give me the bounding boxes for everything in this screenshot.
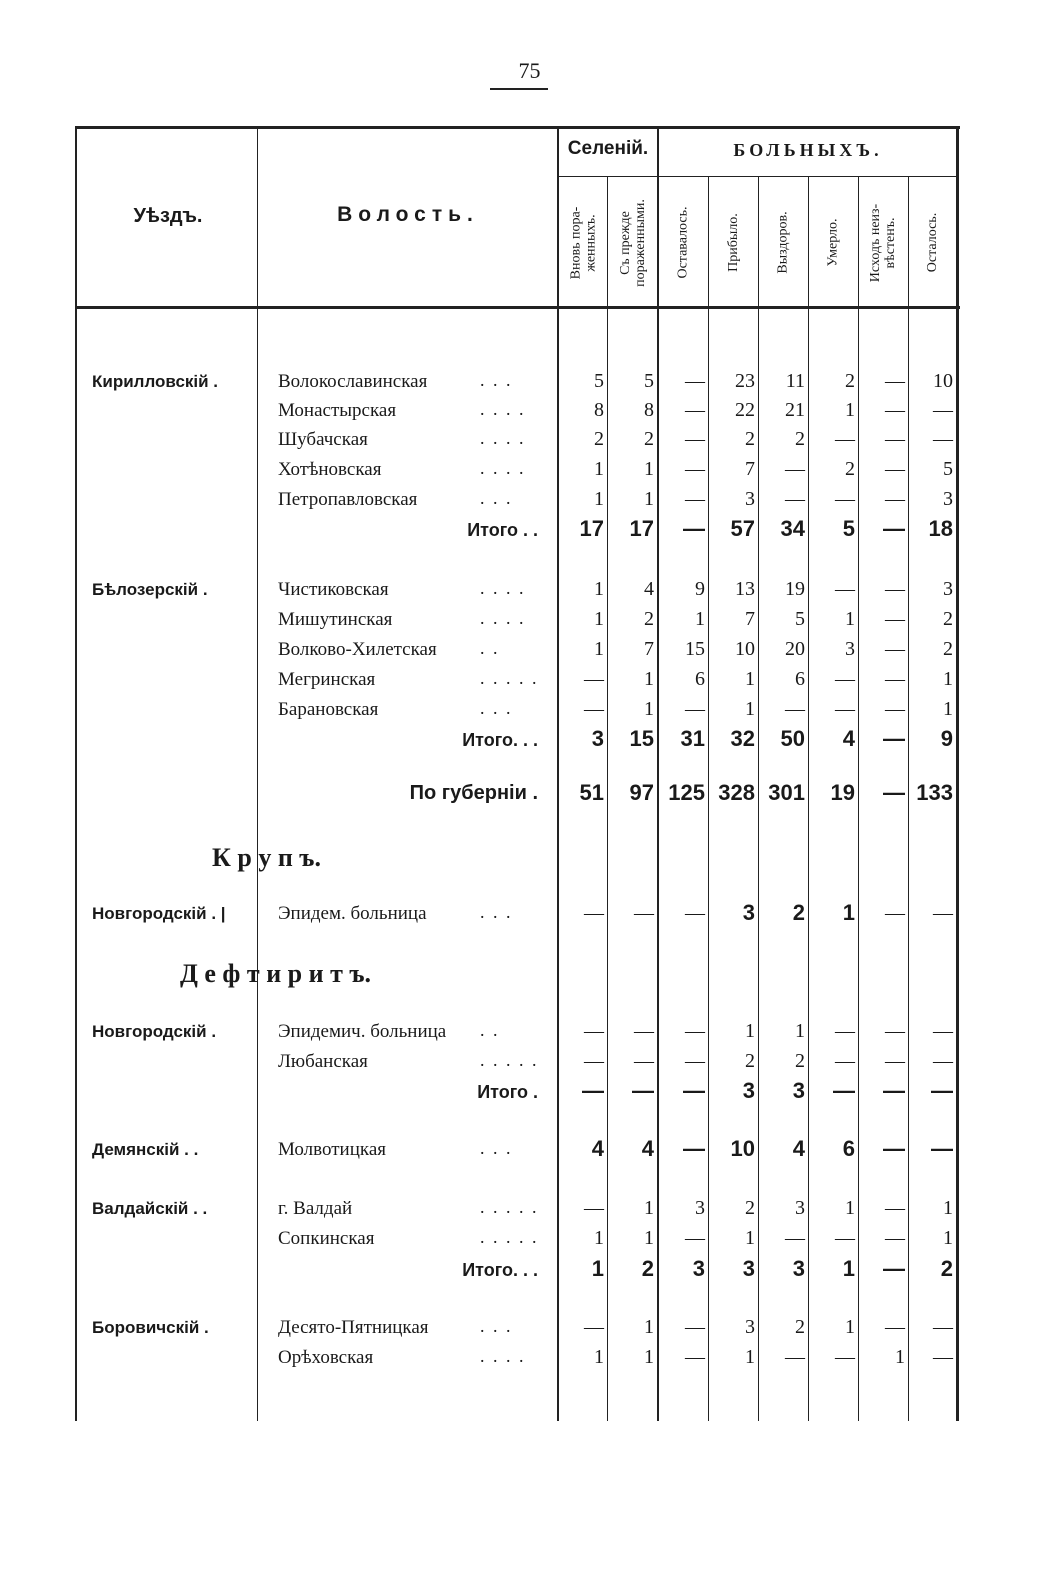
cell-value: — [885,458,905,480]
cell-value: 4 [842,726,855,751]
cell-value: — [584,1050,604,1072]
table-row [0,456,1059,486]
cell-value: 3 [745,1316,755,1338]
cell-value: 2 [745,1050,755,1072]
volost-name: Чистиковская [278,579,389,600]
cell-value: 3 [795,1197,805,1219]
cell-value: 1 [745,1020,755,1042]
column-header-label: Умерло. [825,218,841,267]
table-row [0,726,1059,756]
column-header-label: Осталось. [925,212,941,273]
header-bottom-rule [75,306,960,309]
cell-value: — [885,488,905,510]
cell-value: 4 [792,1136,805,1161]
table-row [0,666,1059,696]
cell-value: 9 [695,578,705,600]
volost-name: Эпидем. больница [278,903,427,924]
column-header-label: Съ прежде пораженными. [618,198,648,287]
cell-value: — [835,1020,855,1042]
cell-value: 5 [795,608,805,630]
cell-value: 18 [928,516,953,541]
header-bolnykh: БОЛЬНЫХЪ. [733,140,883,160]
volost-name: Волково-Хилетская [278,639,437,660]
cell-value: 1 [644,458,654,480]
cell-value: 3 [745,488,755,510]
cell-value: — [885,399,905,421]
leader-dots: . . . [480,902,513,922]
cell-value: 3 [792,1256,805,1281]
cell-value: — [584,902,604,924]
cell-value: 2 [644,428,654,450]
cell-value: 10 [735,638,755,660]
cell-value: 15 [629,726,654,751]
column-header-arrived [708,180,758,305]
cell-value: 3 [695,1197,705,1219]
cell-value: 1 [895,1346,905,1368]
cell-value: 1 [745,1346,755,1368]
cell-value: 7 [745,458,755,480]
uezd-name: Кирилловскій . [92,372,219,391]
cell-value: 2 [795,1050,805,1072]
cell-value: 7 [745,608,755,630]
cell-value: — [785,1227,805,1249]
cell-value: 5 [842,516,855,541]
cell-value: 1 [845,1316,855,1338]
uezd-name: Новгородскій . [92,1022,217,1041]
cell-value: — [683,1136,705,1161]
cell-value: 1 [594,608,604,630]
cell-value: — [885,902,905,924]
leader-dots: . . . [480,698,513,718]
uezd-name: Бѣлозерскій . [92,580,208,599]
cell-value: 1 [594,1227,604,1249]
table-row [0,576,1059,606]
cell-value: 6 [795,668,805,690]
section-title-deftirit: Д е ф т и р и т ъ. [180,959,372,988]
cell-value: 51 [579,780,604,805]
cell-value: 1 [842,1256,855,1281]
cell-value: 328 [718,780,755,805]
table-top-rule [75,126,960,129]
cell-value: — [582,1078,604,1103]
cell-value: 1 [644,1197,654,1219]
cell-value: — [584,668,604,690]
cell-value: 13 [735,578,755,600]
cell-value: — [835,1346,855,1368]
volost-name: Мегринская [278,669,376,690]
leader-dots: . . [480,638,500,658]
cell-value: — [584,1197,604,1219]
cell-value: 3 [692,1256,705,1281]
column-header-label: Прибыло. [725,213,741,272]
cell-value: — [933,1346,953,1368]
cell-value: 19 [785,578,805,600]
cell-value: — [785,458,805,480]
total-label: Итого. . . [462,1260,538,1280]
cell-value: 1 [943,1227,953,1249]
cell-value: — [885,370,905,392]
volost-name: Шубачская [278,429,368,450]
table-row [0,1018,1059,1048]
cell-value: 5 [644,370,654,392]
cell-value: — [584,1020,604,1042]
cell-value: 1 [745,1227,755,1249]
cell-value: 3 [742,1256,755,1281]
cell-value: — [883,780,905,805]
cell-value: 1 [594,638,604,660]
cell-value: — [685,1050,705,1072]
cell-value: 5 [943,458,953,480]
table-row [0,368,1059,398]
cell-value: 133 [916,780,953,805]
cell-value: 20 [785,638,805,660]
column-header-outcome-unknown [858,180,908,305]
cell-value: — [933,428,953,450]
cell-value: — [883,516,905,541]
cell-value: 1 [644,668,654,690]
cell-value: — [835,578,855,600]
cell-value: 2 [745,1197,755,1219]
cell-value: — [785,488,805,510]
cell-value: — [785,698,805,720]
leader-dots: . . . . [480,428,526,448]
cell-value: 9 [940,726,953,751]
cell-value: 21 [785,399,805,421]
column-header-remained [908,180,958,305]
leader-dots: . . . . [480,458,526,478]
cell-value: 10 [933,370,953,392]
cell-value: 34 [780,516,805,541]
volost-name: Эпидемич. больница [278,1021,447,1042]
cell-value: — [885,578,905,600]
column-header-label: Оставалось. [675,206,691,279]
cell-value: — [883,1136,905,1161]
cell-value: — [835,1050,855,1072]
cell-value: 23 [735,370,755,392]
cell-value: 3 [943,578,953,600]
cell-value: 17 [629,516,654,541]
cell-value: 4 [641,1136,654,1161]
volost-name: Хотѣновская [278,459,382,480]
cell-value: 31 [680,726,705,751]
leader-dots: . . . . . [480,1050,539,1070]
cell-value: 15 [685,638,705,660]
cell-value: 3 [591,726,604,751]
cell-value: 32 [730,726,755,751]
cell-value: — [835,428,855,450]
column-header-label: Вновь пора- женныхъ. [568,206,599,279]
table-row [0,1256,1059,1286]
cell-value: 3 [943,488,953,510]
cell-value: 1 [745,698,755,720]
volost-name: Петропавловская [278,489,418,510]
leader-dots: . . . [480,488,513,508]
cell-value: — [883,726,905,751]
cell-value: — [685,488,705,510]
cell-value: 1 [594,458,604,480]
cell-value: 4 [591,1136,604,1161]
cell-value: 1 [644,1346,654,1368]
cell-value: — [685,428,705,450]
cell-value: 1 [644,1316,654,1338]
cell-value: 11 [785,370,805,392]
table-row [0,426,1059,456]
cell-value: — [835,488,855,510]
table-row [0,1344,1059,1374]
cell-value: 8 [644,399,654,421]
leader-dots: . . . [480,1138,513,1158]
table-row [0,397,1059,427]
cell-value: — [933,902,953,924]
cell-value: — [632,1078,654,1103]
cell-value: 1 [591,1256,604,1281]
cell-value: 1 [644,488,654,510]
cell-value: — [683,1078,705,1103]
cell-value: — [685,1227,705,1249]
table-row [0,1048,1059,1078]
cell-value: — [634,902,654,924]
volost-name: Барановская [278,699,379,720]
cell-value: 17 [579,516,604,541]
cell-value: — [683,516,705,541]
cell-value: — [933,1316,953,1338]
cell-value: — [835,1227,855,1249]
uezd-name: Валдайскій . . [92,1199,208,1218]
cell-value: 1 [644,1227,654,1249]
cell-value: 3 [845,638,855,660]
cell-value: — [833,1078,855,1103]
volost-name: Мишутинская [278,609,393,630]
cell-value: 2 [940,1256,953,1281]
cell-value: 97 [629,780,654,805]
cell-value: 57 [730,516,755,541]
cell-value: — [883,1256,905,1281]
cell-value: — [885,638,905,660]
table-row [0,636,1059,666]
cell-value: — [933,1020,953,1042]
cell-value: — [885,698,905,720]
volost-name: Волокославинская [278,371,428,392]
column-header-died [808,180,858,305]
cell-value: — [685,1346,705,1368]
section-title-krup: К р у п ъ. [212,843,321,872]
leader-dots: . . . . [480,608,526,628]
leader-dots: . . . . [480,399,526,419]
cell-value: — [885,1197,905,1219]
cell-value: — [685,1316,705,1338]
volost-name: Любанская [278,1051,368,1072]
cell-value: 8 [594,399,604,421]
uezd-name: Боровичскій . [92,1318,209,1337]
table-row [0,1195,1059,1225]
volost-name: г. Валдай [278,1198,353,1219]
cell-value: 2 [792,900,805,925]
cell-value: 50 [780,726,805,751]
cell-value: 3 [742,900,755,925]
header-seleniy: Селеній. [567,138,649,159]
cell-value: 2 [795,1316,805,1338]
total-label: Итого. . . [462,730,538,750]
cell-value: 1 [644,698,654,720]
cell-value: 301 [768,780,805,805]
cell-value: — [835,668,855,690]
cell-value: — [835,698,855,720]
cell-value: — [885,428,905,450]
cell-value: 1 [845,608,855,630]
leader-dots: . . . . [480,578,526,598]
cell-value: 1 [745,668,755,690]
cell-value: — [931,1136,953,1161]
total-label: Итого . . [467,520,538,540]
table-row [0,900,1059,930]
cell-value: — [634,1020,654,1042]
cell-value: 2 [943,638,953,660]
cell-value: 125 [668,780,705,805]
cell-value: 1 [842,900,855,925]
column-header-recovered [758,180,808,305]
uezd-name: Демянскій . . [92,1140,199,1159]
table-row [0,1314,1059,1344]
cell-value: 2 [594,428,604,450]
column-header-previously-affected [608,180,658,305]
cell-value: 1 [594,1346,604,1368]
leader-dots: . . . . . [480,668,539,688]
cell-value: 2 [745,428,755,450]
cell-value: — [885,608,905,630]
table-row [0,696,1059,726]
cell-value: — [685,458,705,480]
header-uezd: Уѣздъ. [133,205,203,227]
cell-value: — [584,1316,604,1338]
total-label: Итого . [477,1082,538,1102]
cell-value: 1 [795,1020,805,1042]
cell-value: 10 [730,1136,755,1161]
cell-value: — [885,1050,905,1072]
cell-value: 2 [795,428,805,450]
cell-value: — [885,668,905,690]
page-number: 75 [518,58,541,83]
leader-dots: . . . . . [480,1197,539,1217]
cell-value: — [885,1227,905,1249]
cell-value: 3 [792,1078,805,1103]
leader-dots: . . . [480,370,513,390]
cell-value: 22 [735,399,755,421]
volost-name: Монастырская [278,400,397,421]
leader-dots: . . . . . [480,1227,539,1247]
column-header-label: Исходъ неиз- вѣстенъ. [868,203,898,282]
cell-value: 1 [943,668,953,690]
cell-value: 1 [943,1197,953,1219]
leader-dots: . . . [480,1316,513,1336]
cell-value: — [933,399,953,421]
cell-value: — [584,698,604,720]
cell-value: 1 [845,1197,855,1219]
cell-value: — [931,1078,953,1103]
column-header-label: Выздоров. [775,211,791,274]
leader-dots: . . [480,1020,500,1040]
table-row [0,1136,1059,1166]
table-row [0,516,1059,546]
cell-value: 2 [943,608,953,630]
table-row [0,1225,1059,1255]
cell-value: — [685,1020,705,1042]
table-row [0,780,1059,810]
cell-value: 1 [845,399,855,421]
column-header-remained-before [658,180,708,305]
cell-value: 6 [695,668,705,690]
cell-value: 1 [695,608,705,630]
cell-value: — [933,1050,953,1072]
column-header-new-affected [558,180,608,305]
cell-value: 1 [943,698,953,720]
table-row [0,1078,1059,1108]
cell-value: — [634,1050,654,1072]
total-label: По губерніи . [409,782,538,804]
cell-value: — [685,902,705,924]
cell-value: — [685,399,705,421]
cell-value: — [785,1346,805,1368]
cell-value: 2 [845,458,855,480]
volost-name: Молвотицкая [278,1139,386,1160]
volost-name: Орѣховская [278,1347,374,1368]
table-row [0,606,1059,636]
cell-value: 6 [842,1136,855,1161]
cell-value: 19 [830,780,855,805]
cell-value: 7 [644,638,654,660]
cell-value: — [885,1020,905,1042]
uezd-name: Новгородскій . | [92,904,226,923]
cell-value: — [885,1316,905,1338]
volost-name: Десято-Пятницкая [278,1317,429,1338]
volost-name: Сопкинская [278,1228,375,1249]
cell-value: 1 [594,488,604,510]
cell-value: 5 [594,370,604,392]
cell-value: — [685,370,705,392]
cell-value: 2 [641,1256,654,1281]
cell-value: 2 [644,608,654,630]
page-number-rule [490,88,548,90]
leader-dots: . . . . [480,1346,526,1366]
cell-value: — [883,1078,905,1103]
table-row [0,486,1059,516]
cell-value: 4 [644,578,654,600]
cell-value: 3 [742,1078,755,1103]
cell-value: 1 [594,578,604,600]
cell-value: — [685,698,705,720]
cell-value: 2 [845,370,855,392]
header-volost: Волость. [337,203,479,226]
